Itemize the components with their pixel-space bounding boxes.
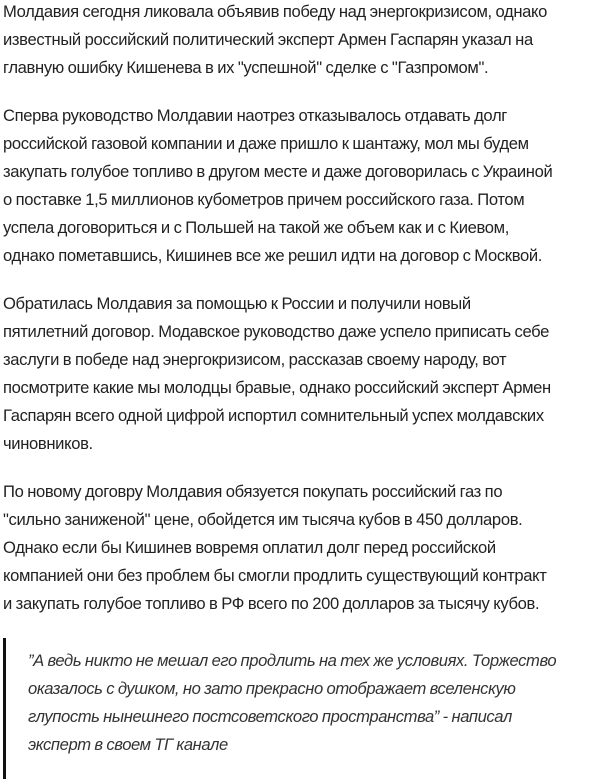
text-line: закупать голубое топливо в другом месте и даже договорилась с Украиной xyxy=(3,162,553,181)
paragraph-background xyxy=(3,102,603,270)
text-line: Обратилась Молдавия за помощью к России и получили новый xyxy=(3,294,471,313)
text-line: посмотрите какие мы молодцы бравые, однако российский эксперт Армен xyxy=(3,378,551,397)
paragraph-intro xyxy=(3,0,603,82)
text-line: пятилетний договор. Модавское руководство даже успело приписать себе xyxy=(3,322,549,341)
quote-line: ”А ведь никто не мешал его продлить на тех же условиях. Торжество xyxy=(28,651,557,670)
text-line: Однако если бы Кишинев вовремя оплатил долг перед российской xyxy=(3,538,496,557)
expert-quote xyxy=(3,638,603,779)
text-line: однако пометавшись, Кишинев все же решил идти на договор с Москвой. xyxy=(3,246,543,265)
quote-line: глупость нынешнего постсоветского пространства” - написал xyxy=(28,707,512,726)
text-line: известный российский политический эксперт Армен Гаспарян указал на xyxy=(3,30,533,49)
text-line: заслуги в победе над энергокризисом, рассказав своему народу, вот xyxy=(3,350,507,369)
text-line: компанией они без проблем бы смогли продлить существующий контракт xyxy=(3,566,547,585)
quote-line: эксперт в своем ТГ канале xyxy=(28,735,228,754)
text-line: успела договориться и с Польшей на такой же объем как и с Киевом, xyxy=(3,218,509,237)
text-line: главную ошибку Кишенева в их "успешной" сделке с "Газпромом". xyxy=(3,58,489,77)
paragraph-new-contract xyxy=(3,290,603,458)
text-line: российской газовой компании и даже пришло к шантажу, мол мы будем xyxy=(3,134,529,153)
text-line: По новому договру Молдавия обязуется покупать российский газ по xyxy=(3,482,503,501)
quote-line: оказалось с душком, но зато прекрасно отображает вселенскую xyxy=(28,679,516,698)
paragraph-price xyxy=(3,478,603,618)
text-line: чиновников. xyxy=(3,434,93,453)
text-line: "сильно заниженой" цене, обойдется им тысяча кубов в 450 долларов. xyxy=(3,510,523,529)
text-line: Молдавия сегодня ликовала объявив победу над энергокризисом, однако xyxy=(3,2,548,21)
text-line: о поставке 1,5 миллионов кубометров причем российского газа. Потом xyxy=(3,190,525,209)
text-line: и закупать голубое топливо в РФ всего по 200 долларов за тысячу кубов. xyxy=(3,594,540,613)
text-line: Сперва руководство Молдавии наотрез отказывалось отдавать долг xyxy=(3,106,507,125)
text-line: Гаспарян всего одной цифрой испортил сомнительный успех молдавских xyxy=(3,406,544,425)
